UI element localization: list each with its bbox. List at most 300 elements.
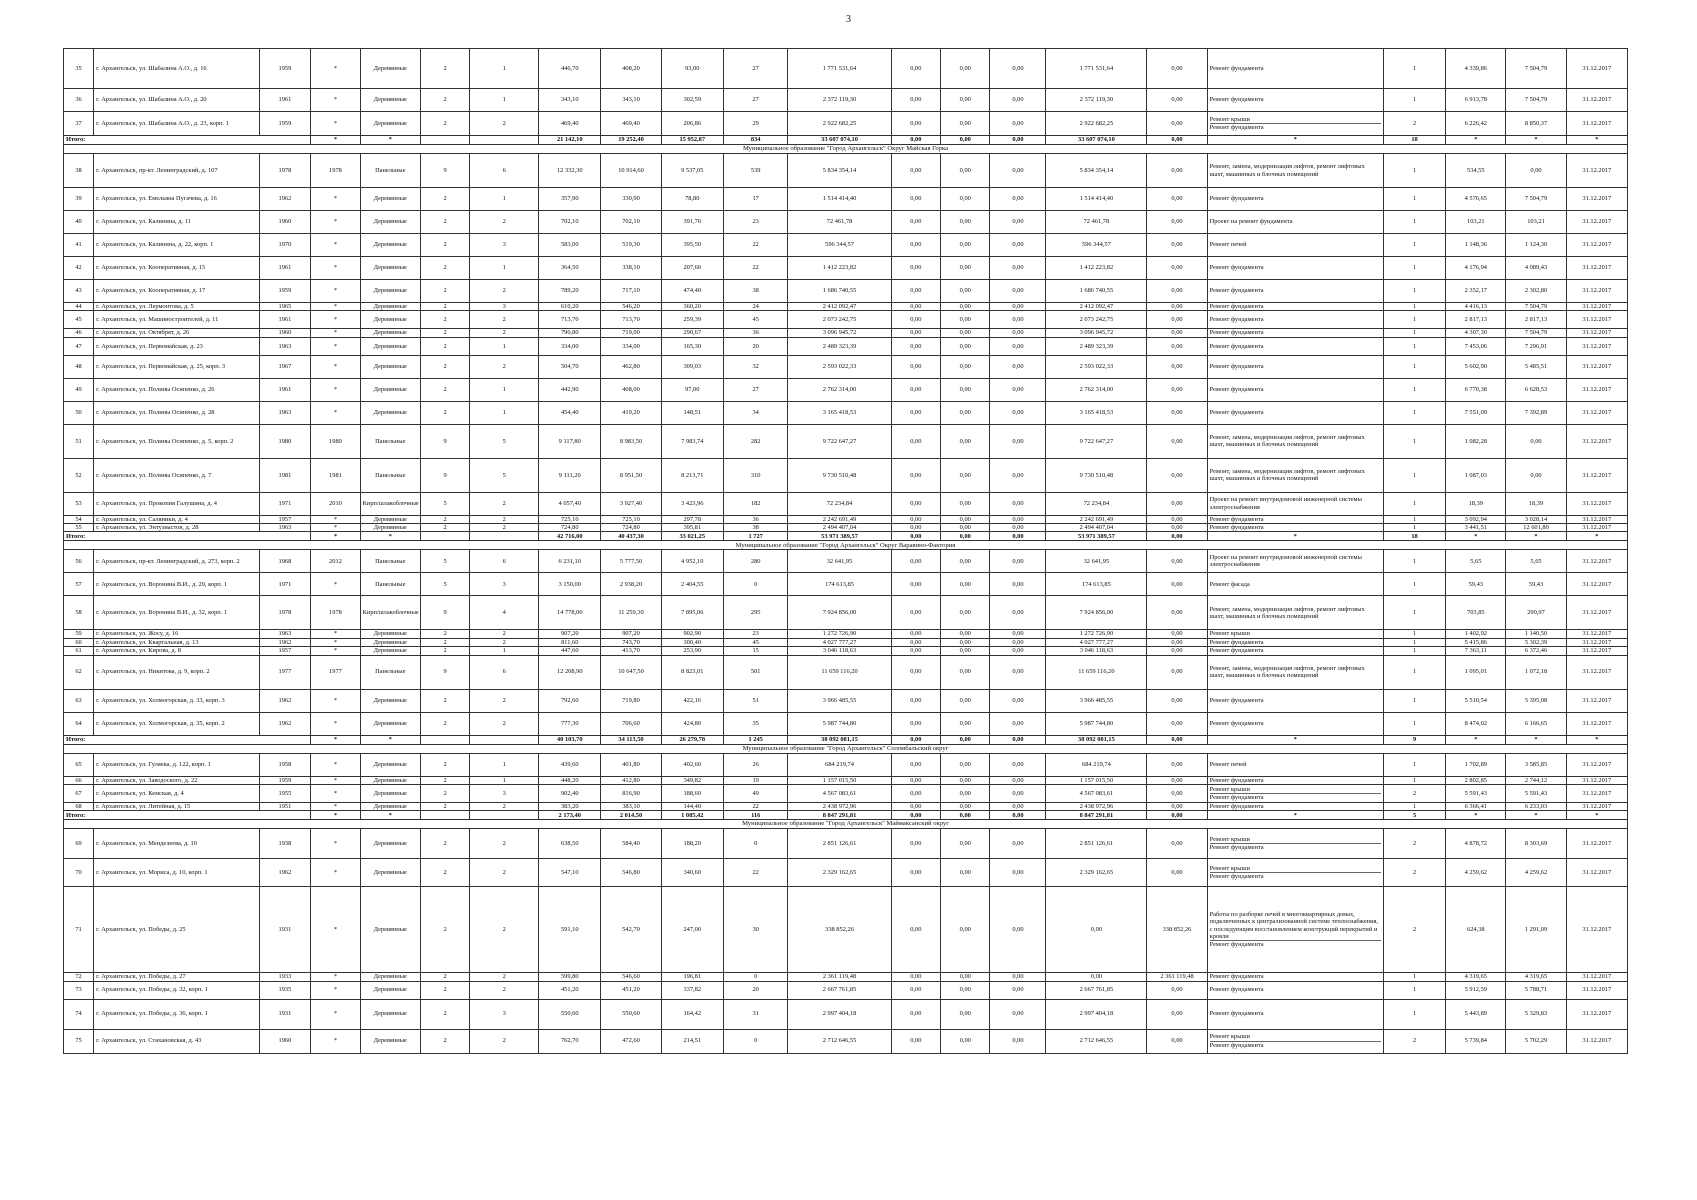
cell-y1: 1978: [259, 596, 311, 630]
cell-c6: 0,00: [1147, 573, 1207, 596]
cell-c5: 3 165 418,53: [1046, 401, 1147, 424]
cell-n: 38: [64, 154, 94, 188]
cell-c2: 0,00: [891, 311, 940, 329]
cell-c1: 596 344,57: [788, 234, 891, 257]
cell-u1: 18,39: [1446, 492, 1506, 515]
cell-k: 1: [1383, 655, 1445, 689]
cell-p: 22: [723, 234, 787, 257]
cell-c6: 0,00: [1147, 378, 1207, 401]
cell-p: 27: [723, 89, 787, 112]
cell-c6: 0,00: [1147, 234, 1207, 257]
cell-y2: *: [311, 112, 360, 136]
table-row: [64, 89, 1628, 112]
cell-n: 52: [64, 458, 94, 492]
cell-c1: 1 412 223,82: [788, 257, 891, 280]
cell-a2: 542,70: [601, 887, 661, 973]
total-c6: 0,00: [1147, 735, 1207, 744]
cell-en: 1: [470, 257, 539, 280]
cell-k: 1: [1383, 630, 1445, 638]
cell-a1: 454,40: [539, 401, 601, 424]
cell-a3: 196,81: [661, 973, 723, 981]
cell-c6: 0,00: [1147, 829, 1207, 859]
cell-y2: *: [311, 630, 360, 638]
cell-c4: 0,00: [990, 378, 1046, 401]
cell-y2: *: [311, 712, 360, 735]
cell-c6: 0,00: [1147, 303, 1207, 311]
cell-c2: 0,00: [891, 647, 940, 655]
table-row: [64, 112, 1628, 136]
cell-addr: г. Архангельск, ул. Воронина В.И., д. 29, корп. 1: [94, 573, 260, 596]
total-u2: *: [1506, 811, 1566, 820]
cell-c5: 5 987 744,80: [1046, 712, 1147, 735]
cell-en: 1: [470, 89, 539, 112]
cell-c5: 72 234,84: [1046, 492, 1147, 515]
table-row: [64, 188, 1628, 211]
cell-y1: 1981: [259, 458, 311, 492]
cell-a1: 357,90: [539, 188, 601, 211]
cell-y2: *: [311, 1029, 360, 1053]
cell-c6: 0,00: [1147, 492, 1207, 515]
cell-addr: г. Архангельск, ул. Воронина В.И., д. 32, корп. 1: [94, 596, 260, 630]
cell-p: 539: [723, 154, 787, 188]
cell-c4: 0,00: [990, 401, 1046, 424]
cell-c4: 0,00: [990, 303, 1046, 311]
cell-y2: *: [311, 329, 360, 337]
cell-u1: 2 817,13: [1446, 311, 1506, 329]
cell-addr: г. Архангельск, ул. Шабалина А.О., д. 20: [94, 89, 260, 112]
cell-u1: 5 443,89: [1446, 999, 1506, 1029]
cell-u2: 0,00: [1506, 458, 1566, 492]
cell-y1: 1959: [259, 49, 311, 89]
cell-u2: 7 392,89: [1506, 401, 1566, 424]
cell-addr: г. Архангельск, ул. Квартальная, д. 13: [94, 638, 260, 646]
cell-k: 1: [1383, 981, 1445, 999]
work-type-line: Ремонт фундамента: [1209, 264, 1264, 272]
cell-k: 1: [1383, 753, 1445, 776]
cell-y1: 1931: [259, 999, 311, 1029]
cell-p: 310: [723, 458, 787, 492]
cell-k: 1: [1383, 188, 1445, 211]
cell-addr: г. Архангельск, ул. Мориса, д. 10, корп. 1: [94, 859, 260, 887]
cell-fl: [420, 136, 469, 145]
cell-a2: 907,20: [601, 630, 661, 638]
cell-a3: 207,60: [661, 257, 723, 280]
cell-a2: 719,00: [601, 329, 661, 337]
cell-addr: г. Архангельск, ул. Шабалина А.О., д. 16: [94, 49, 260, 89]
cell-a2: 383,10: [601, 802, 661, 810]
cell-y2: *: [311, 647, 360, 655]
cell-mat: Деревянные: [360, 1029, 420, 1053]
cell-c6: 0,00: [1147, 211, 1207, 234]
cell-y1: 1935: [259, 981, 311, 999]
total-row: [64, 532, 1628, 541]
cell-k: 1: [1383, 712, 1445, 735]
cell-en: 2: [470, 630, 539, 638]
work-type-line: Ремонт крыши: [1210, 1033, 1381, 1041]
cell-d: 31.12.2017: [1566, 89, 1627, 112]
total-a1: 2 173,40: [539, 811, 601, 820]
cell-p: 23: [723, 630, 787, 638]
cell-fl: 2: [420, 112, 469, 136]
cell-u2: 5,65: [1506, 550, 1566, 573]
total-c6: 0,00: [1147, 532, 1207, 541]
cell-a2: 706,60: [601, 712, 661, 735]
cell-d: 31.12.2017: [1566, 234, 1627, 257]
work-type-line: Ремонт фундамента: [1209, 195, 1264, 203]
cell-u1: 1 082,28: [1446, 424, 1506, 458]
cell-addr: г. Архангельск, ул. Кооперативная, д. 17: [94, 280, 260, 303]
cell-n: 69: [64, 829, 94, 859]
cell-c4: 0,00: [990, 638, 1046, 646]
table-row: [64, 859, 1628, 887]
cell-addr: г. Архангельск, ул. Емельяна Пугачева, д. 16: [94, 188, 260, 211]
section-header-row: [64, 145, 1628, 154]
cell-c6: 0,00: [1147, 784, 1207, 802]
total-work: *: [1207, 735, 1383, 744]
cell-a1: 792,60: [539, 689, 601, 712]
cell-c4: 0,00: [990, 280, 1046, 303]
cell-work-type: [1207, 753, 1383, 776]
cell-mat: Деревянные: [360, 211, 420, 234]
work-type-line: Ремонт фундамента: [1209, 638, 1264, 646]
cell-y2: *: [311, 829, 360, 859]
cell-n: 47: [64, 337, 94, 355]
cell-p: 501: [723, 655, 787, 689]
cell-d: 31.12.2017: [1566, 887, 1627, 973]
cell-c6: 0,00: [1147, 596, 1207, 630]
cell-n: 68: [64, 802, 94, 810]
cell-c1: 174 613,85: [788, 573, 891, 596]
cell-y1: 1957: [259, 647, 311, 655]
cell-a2: 8 983,50: [601, 424, 661, 458]
cell-c4: 0,00: [990, 887, 1046, 973]
cell-a2: 334,00: [601, 337, 661, 355]
cell-p: 27: [723, 49, 787, 89]
total-label: Итого:: [64, 532, 311, 541]
cell-c1: 2 712 646,55: [788, 1029, 891, 1053]
table-row: [64, 689, 1628, 712]
cell-a3: 78,80: [661, 188, 723, 211]
cell-d: 31.12.2017: [1566, 337, 1627, 355]
cell-a2: 343,10: [601, 89, 661, 112]
cell-c3: 0,00: [941, 802, 990, 810]
cell-a1: 504,70: [539, 355, 601, 378]
cell-c3: 0,00: [941, 112, 990, 136]
cell-work-type: [1207, 311, 1383, 329]
cell-d: 31.12.2017: [1566, 638, 1627, 646]
cell-c5: 3 096 945,72: [1046, 329, 1147, 337]
cell-d: 31.12.2017: [1566, 524, 1627, 532]
cell-k: 1: [1383, 524, 1445, 532]
cell-fl: 2: [420, 887, 469, 973]
cell-en: 2: [470, 280, 539, 303]
cell-a2: 713,70: [601, 311, 661, 329]
total-mat: *: [360, 735, 420, 744]
cell-en: 3: [470, 234, 539, 257]
cell-a3: 300,40: [661, 638, 723, 646]
cell-a1: 9 111,20: [539, 458, 601, 492]
cell-y1: 1970: [259, 234, 311, 257]
total-u2: *: [1506, 532, 1566, 541]
cell-c2: 0,00: [891, 401, 940, 424]
cell-work-type: [1207, 784, 1383, 802]
cell-a1: 343,10: [539, 89, 601, 112]
cell-work-type: [1207, 973, 1383, 981]
table-row: [64, 1029, 1628, 1053]
cell-addr: г. Архангельск, пр-кт. Ленинградский, д. 273, корп. 2: [94, 550, 260, 573]
cell-c3: 0,00: [941, 329, 990, 337]
cell-a1: 811,60: [539, 638, 601, 646]
cell-c6: 0,00: [1147, 802, 1207, 810]
cell-a3: 395,81: [661, 524, 723, 532]
cell-c4: 0,00: [990, 630, 1046, 638]
cell-c2: 0,00: [891, 458, 940, 492]
cell-addr: г. Архангельск, ул. Первомайская, д. 25, корп. 3: [94, 355, 260, 378]
work-type-line: Ремонт крыши: [1210, 836, 1381, 844]
cell-y2: *: [311, 859, 360, 887]
total-c5: 38 092 081,15: [1046, 735, 1147, 744]
cell-a3: 4 952,10: [661, 550, 723, 573]
cell-p: 0: [723, 973, 787, 981]
table-row: [64, 492, 1628, 515]
cell-u2: 5 591,43: [1506, 784, 1566, 802]
cell-c5: 2 438 972,96: [1046, 802, 1147, 810]
cell-mat: Деревянные: [360, 378, 420, 401]
cell-y1: 1980: [259, 424, 311, 458]
cell-c2: 0,00: [891, 211, 940, 234]
cell-d: 31.12.2017: [1566, 329, 1627, 337]
cell-y2: 2010: [311, 492, 360, 515]
cell-c3: 0,00: [941, 655, 990, 689]
cell-addr: г. Архангельск, ул. Менделеева, д. 10: [94, 829, 260, 859]
cell-d: 31.12.2017: [1566, 458, 1627, 492]
work-type-line: Ремонт фасада: [1209, 580, 1250, 588]
section-header-row: [64, 820, 1628, 829]
cell-addr: г. Архангельск, ул. Победы, д. 25: [94, 887, 260, 973]
cell-u1: 103,21: [1446, 211, 1506, 234]
cell-p: 27: [723, 378, 787, 401]
cell-p: 23: [723, 211, 787, 234]
cell-c6: 0,00: [1147, 689, 1207, 712]
cell-c4: 0,00: [990, 829, 1046, 859]
work-type-line: Ремонт фундамента: [1209, 64, 1264, 72]
cell-n: 42: [64, 257, 94, 280]
cell-a1: 442,90: [539, 378, 601, 401]
cell-y2: 1981: [311, 458, 360, 492]
cell-d: 31.12.2017: [1566, 573, 1627, 596]
cell-k: 1: [1383, 802, 1445, 810]
work-type-line: Ремонт фундамента: [1209, 1010, 1264, 1018]
total-p: 116: [723, 811, 787, 820]
cell-en: 5: [470, 424, 539, 458]
cell-k: 1: [1383, 89, 1445, 112]
total-u1: *: [1446, 811, 1506, 820]
cell-u1: 703,85: [1446, 596, 1506, 630]
cell-y1: 1959: [259, 776, 311, 784]
work-type-line: Ремонт фундамента: [1209, 1041, 1264, 1049]
work-type-line: Ремонт фундамента: [1209, 303, 1264, 310]
cell-a1: 383,20: [539, 802, 601, 810]
cell-a1: 702,10: [539, 211, 601, 234]
cell-d: 31.12.2017: [1566, 311, 1627, 329]
cell-c1: 1 771 531,64: [788, 49, 891, 89]
work-type-line: Ремонт фундамента: [1209, 409, 1264, 417]
table-row: [64, 596, 1628, 630]
cell-y1: 1962: [259, 638, 311, 646]
cell-work-type: [1207, 211, 1383, 234]
cell-u1: 4 416,13: [1446, 303, 1506, 311]
cell-fl: 2: [420, 784, 469, 802]
cell-n: 63: [64, 689, 94, 712]
cell-y1: 1961: [259, 378, 311, 401]
cell-mat: Кирп/шлакоблочные: [360, 596, 420, 630]
table-row: [64, 784, 1628, 802]
total-a1: 21 142,10: [539, 136, 601, 145]
cell-a1: 547,10: [539, 859, 601, 887]
cell-c2: 0,00: [891, 154, 940, 188]
cell-c2: 0,00: [891, 596, 940, 630]
table-row: [64, 647, 1628, 655]
cell-fl: 2: [420, 311, 469, 329]
cell-c6: 0,00: [1147, 188, 1207, 211]
cell-a3: 297,78: [661, 515, 723, 523]
total-u2: *: [1506, 136, 1566, 145]
cell-en: 3: [470, 784, 539, 802]
table-row: [64, 378, 1628, 401]
cell-a2: 451,20: [601, 981, 661, 999]
cell-work-type: [1207, 49, 1383, 89]
total-k: 18: [1383, 136, 1445, 145]
cell-u1: 6 226,42: [1446, 112, 1506, 136]
cell-u2: 6 372,46: [1506, 647, 1566, 655]
cell-addr: г. Архангельск, ул. Заводоского, д. 22: [94, 776, 260, 784]
cell-work-type: [1207, 655, 1383, 689]
cell-c3: 0,00: [941, 154, 990, 188]
cell-a3: 391,70: [661, 211, 723, 234]
cell-mat: Панельные: [360, 655, 420, 689]
cell-y2: *: [311, 211, 360, 234]
cell-u1: 6 366,41: [1446, 802, 1506, 810]
housing-repair-register-table: [63, 48, 1628, 1054]
cell-c4: 0,00: [990, 647, 1046, 655]
cell-c6: 0,00: [1147, 712, 1207, 735]
total-c3: 0,00: [941, 532, 990, 541]
cell-fl: 9: [420, 655, 469, 689]
cell-c1: 338 852,26: [788, 887, 891, 973]
total-c2: 0,00: [891, 136, 940, 145]
cell-p: 30: [723, 887, 787, 973]
cell-c2: 0,00: [891, 355, 940, 378]
cell-mat: Панельные: [360, 550, 420, 573]
cell-n: 39: [64, 188, 94, 211]
cell-c2: 0,00: [891, 280, 940, 303]
cell-c2: 0,00: [891, 550, 940, 573]
cell-a1: 4 057,40: [539, 492, 601, 515]
cell-k: 1: [1383, 401, 1445, 424]
cell-c6: 0,00: [1147, 1029, 1207, 1053]
cell-y1: 1960: [259, 1029, 311, 1053]
cell-fl: 2: [420, 303, 469, 311]
total-p: 1 727: [723, 532, 787, 541]
cell-c6: 0,00: [1147, 311, 1207, 329]
cell-c4: 0,00: [990, 424, 1046, 458]
cell-mat: Деревянные: [360, 776, 420, 784]
cell-a2: 2 938,20: [601, 573, 661, 596]
work-type-line: Проект на ремонт внутридомовой инженерной системы электроснабжения: [1209, 554, 1362, 569]
cell-addr: г. Архангельск, пр-кт. Ленинградский, д. 107: [94, 154, 260, 188]
cell-a2: 3 927,40: [601, 492, 661, 515]
cell-a2: 412,80: [601, 776, 661, 784]
cell-c4: 0,00: [990, 458, 1046, 492]
cell-c1: 1 157 015,50: [788, 776, 891, 784]
cell-c2: 0,00: [891, 784, 940, 802]
cell-d: 31.12.2017: [1566, 280, 1627, 303]
cell-a1: 3 150,00: [539, 573, 601, 596]
cell-c6: 0,00: [1147, 638, 1207, 646]
cell-a3: 309,03: [661, 355, 723, 378]
cell-work-type: [1207, 638, 1383, 646]
cell-y1: 1959: [259, 112, 311, 136]
cell-a1: 9 117,80: [539, 424, 601, 458]
cell-u2: 2 744,12: [1506, 776, 1566, 784]
cell-u2: 3 028,14: [1506, 515, 1566, 523]
table-row: [64, 999, 1628, 1029]
cell-c2: 0,00: [891, 424, 940, 458]
cell-y1: 1955: [259, 784, 311, 802]
cell-k: 2: [1383, 784, 1445, 802]
table-row: [64, 973, 1628, 981]
cell-c2: 0,00: [891, 859, 940, 887]
cell-a3: 7 895,06: [661, 596, 723, 630]
cell-u2: 7 296,91: [1506, 337, 1566, 355]
cell-work-type: [1207, 89, 1383, 112]
cell-a2: 10 914,60: [601, 154, 661, 188]
cell-mat: Деревянные: [360, 887, 420, 973]
cell-fl: 2: [420, 337, 469, 355]
cell-d: 31.12.2017: [1566, 973, 1627, 981]
work-type-line: Ремонт фундамента: [1209, 647, 1264, 655]
cell-d: 31.12.2017: [1566, 424, 1627, 458]
cell-u1: 6 770,38: [1446, 378, 1506, 401]
cell-u1: 5 739,84: [1446, 1029, 1506, 1053]
cell-c1: 1 514 414,40: [788, 188, 891, 211]
cell-c4: 0,00: [990, 981, 1046, 999]
cell-c5: 2 712 646,55: [1046, 1029, 1147, 1053]
cell-p: 17: [723, 188, 787, 211]
cell-c3: 0,00: [941, 303, 990, 311]
cell-p: 26: [723, 753, 787, 776]
cell-a3: 148,51: [661, 401, 723, 424]
work-type-line: Ремонт фундамента: [1209, 802, 1264, 810]
cell-c3: 0,00: [941, 638, 990, 646]
cell-a2: 816,90: [601, 784, 661, 802]
cell-c5: 1 157 015,50: [1046, 776, 1147, 784]
cell-addr: г. Архангельск, ул. Победы, д. 27: [94, 973, 260, 981]
cell-a2: 725,10: [601, 515, 661, 523]
work-type-line: Ремонт фундамента: [1209, 124, 1264, 131]
cell-n: 65: [64, 753, 94, 776]
cell-u1: 1 087,03: [1446, 458, 1506, 492]
cell-en: 5: [470, 458, 539, 492]
total-d: *: [1566, 811, 1627, 820]
cell-y1: 1963: [259, 401, 311, 424]
cell-k: 1: [1383, 303, 1445, 311]
table-row: [64, 355, 1628, 378]
cell-c3: 0,00: [941, 524, 990, 532]
cell-p: 15: [723, 647, 787, 655]
cell-c3: 0,00: [941, 712, 990, 735]
total-d: *: [1566, 735, 1627, 744]
